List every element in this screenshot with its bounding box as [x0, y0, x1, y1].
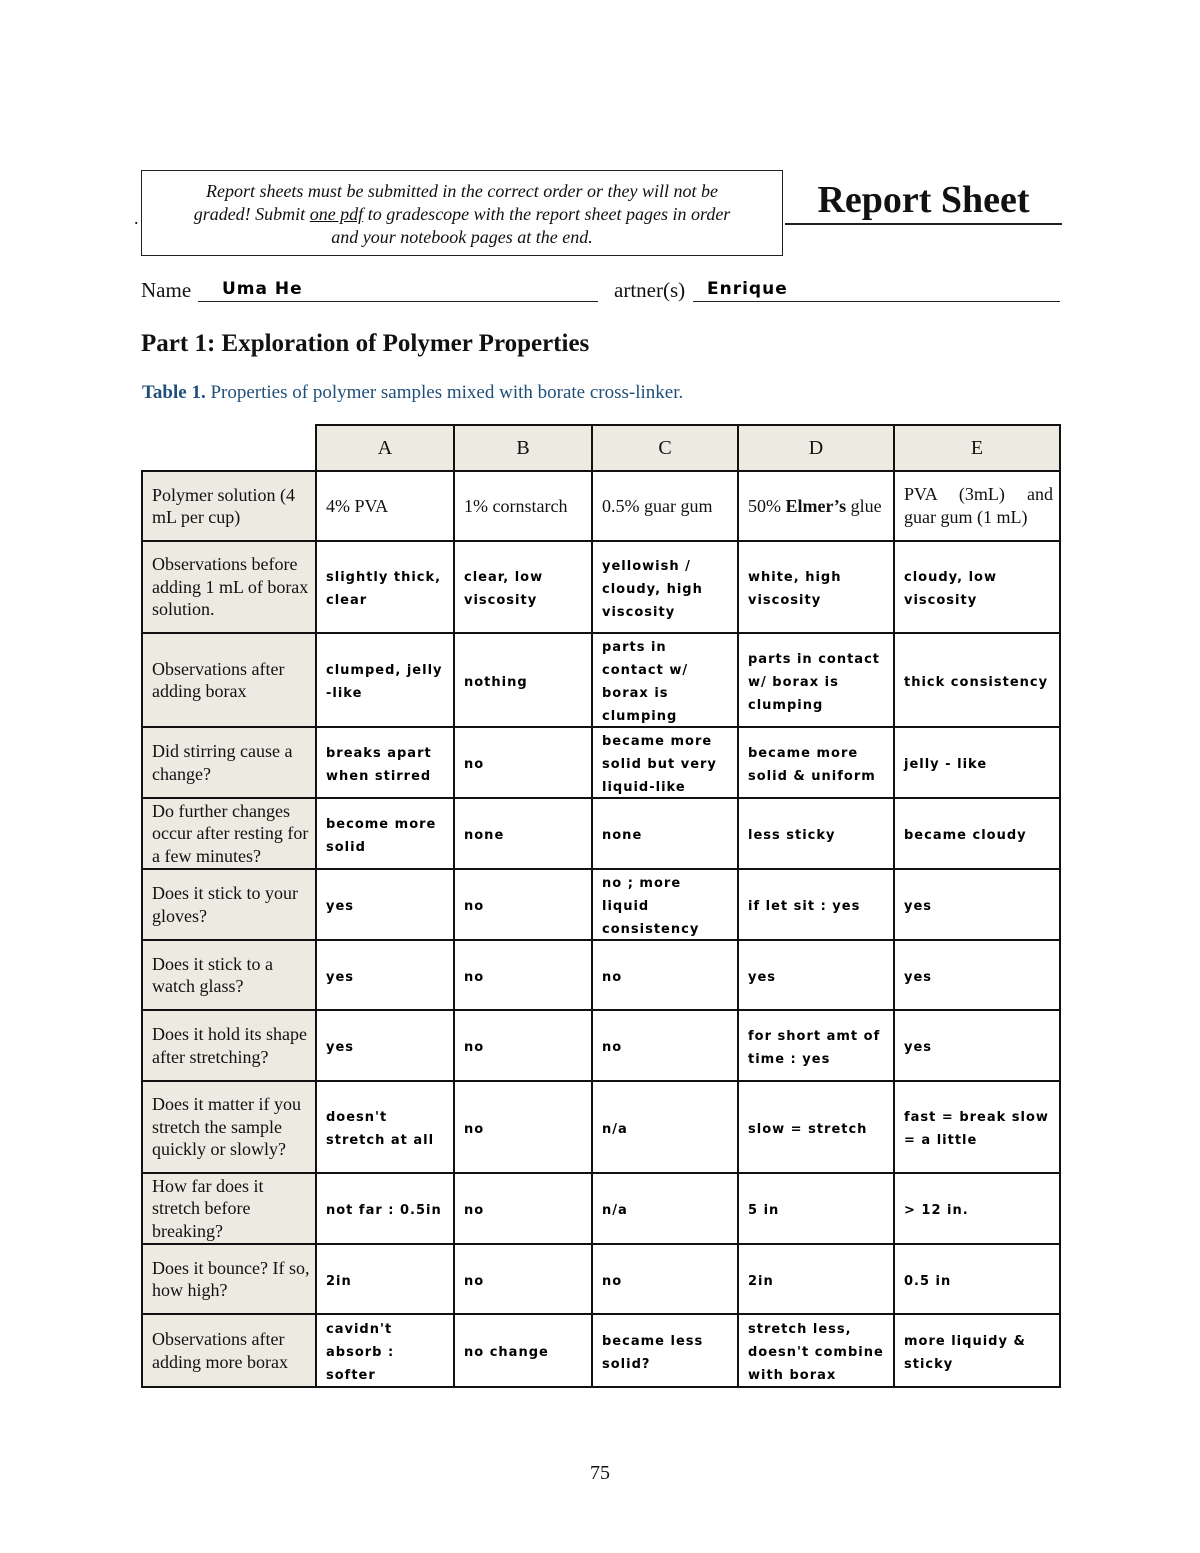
table-row: [142, 1244, 1060, 1314]
table-row: [142, 940, 1060, 1010]
table-cell: [592, 1081, 738, 1173]
table-cell: [894, 541, 1060, 633]
handwritten-entry: no: [602, 969, 623, 985]
row-header: Observations after adding borax: [142, 633, 316, 727]
handwritten-entry: no: [602, 1273, 623, 1289]
handwritten-entry: none: [602, 828, 643, 843]
table-cell: [894, 798, 1060, 869]
table-cell: [316, 633, 454, 727]
handwritten-entry: became less solid?: [602, 1333, 704, 1372]
handwritten-entry: become more solid: [326, 816, 437, 855]
handwritten-entry: no: [464, 1273, 485, 1289]
table-cell: [454, 1081, 592, 1173]
handwritten-entry: white, high viscosity: [748, 570, 842, 608]
table-cell: [316, 1173, 454, 1244]
handwritten-entry: cloudy, low viscosity: [904, 570, 997, 608]
handwritten-entry: slightly thick, clear: [326, 570, 442, 608]
observation-rows: [142, 541, 1060, 1387]
table-caption-text: Properties of polymer samples mixed with borate cross-linker.: [205, 382, 684, 403]
handwritten-entry: n/a: [602, 1203, 628, 1218]
handwritten-entry: became more solid & uniform: [748, 745, 876, 784]
handwritten-entry: nothing: [464, 674, 528, 690]
handwritten-entry: thick consistency: [904, 674, 1049, 690]
row-header: Do further changes occur after resting for a few minutes?: [142, 798, 316, 869]
row-header: Does it matter if you stretch the sample quickly or slowly?: [142, 1081, 316, 1173]
table-cell: [738, 727, 894, 798]
handwritten-entry: became cloudy: [904, 828, 1027, 843]
table-cell: [454, 1244, 592, 1314]
handwritten-entry: not far : 0.5in: [326, 1203, 442, 1218]
handwritten-entry: no: [602, 1040, 623, 1055]
table-cell: [592, 798, 738, 869]
row-header: Polymer solution (4 mL per cup): [142, 471, 316, 541]
polymer-d-brand: Elmer’s: [785, 495, 847, 516]
handwritten-entry: yes: [904, 899, 933, 914]
handwritten-entry: no: [464, 1121, 485, 1137]
table-cell: [592, 633, 738, 727]
name-value: Uma He: [222, 279, 303, 299]
handwritten-entry: slow = stretch: [748, 1121, 868, 1137]
table-row: [142, 1314, 1060, 1387]
table-cell: [592, 727, 738, 798]
table-cell: [738, 940, 894, 1010]
table-cell: [592, 1314, 738, 1387]
partners-line: [693, 301, 1060, 302]
table-caption-label: Table 1.: [142, 382, 206, 403]
handwritten-entry: yes: [326, 969, 355, 985]
table-cell: [592, 541, 738, 633]
handwritten-entry: yes: [748, 969, 777, 985]
table-cell: [894, 1081, 1060, 1173]
column-header: A: [316, 425, 454, 471]
table-cell: [894, 1173, 1060, 1244]
table-cell: [738, 1010, 894, 1081]
handwritten-entry: yes: [904, 969, 933, 985]
notice-line-3: and your notebook pages at the end.: [331, 227, 593, 247]
table-cell: 4% PVA: [316, 471, 454, 541]
name-line: [198, 301, 598, 302]
submission-notice: [141, 170, 783, 256]
table-row: [142, 798, 1060, 869]
table-cell: [738, 1244, 894, 1314]
table-cell: [738, 541, 894, 633]
table-cell: [894, 869, 1060, 940]
table-cell: [316, 940, 454, 1010]
stray-dot: .: [134, 208, 139, 228]
table-cell: [454, 869, 592, 940]
polymer-d-post: glue: [846, 495, 882, 516]
handwritten-entry: no: [464, 757, 485, 772]
table-corner: [142, 425, 316, 471]
column-header: C: [592, 425, 738, 471]
table-cell: [454, 541, 592, 633]
handwritten-entry: no ; more liquid consistency: [602, 876, 700, 937]
handwritten-entry: clear, low viscosity: [464, 570, 544, 608]
table-cell: [894, 940, 1060, 1010]
table-cell: [454, 727, 592, 798]
handwritten-entry: parts in contact w/ borax is clumping: [602, 640, 689, 724]
report-title-rule: [785, 223, 1062, 225]
table-row: [142, 727, 1060, 798]
table-row: [142, 1081, 1060, 1173]
table-cell: [316, 727, 454, 798]
table-caption: [142, 382, 683, 404]
handwritten-entry: cavidn't absorb : softer: [326, 1322, 395, 1383]
report-title: Report Sheet: [817, 179, 1030, 221]
table-cell: [592, 869, 738, 940]
handwritten-entry: yes: [326, 899, 355, 914]
table-cell: [894, 727, 1060, 798]
table-cell: PVA (3mL) and guar gum (1 mL): [894, 471, 1060, 541]
table-cell: [316, 1010, 454, 1081]
table-cell: [454, 1173, 592, 1244]
handwritten-entry: yes: [326, 1040, 355, 1055]
notice-underlined: one pdf: [309, 204, 364, 224]
handwritten-entry: doesn't stretch at all: [326, 1110, 435, 1148]
notice-line-2a: graded! Submit: [193, 204, 310, 224]
name-label: Name: [141, 278, 192, 302]
row-header: Observations before adding 1 mL of borax solution.: [142, 541, 316, 633]
handwritten-entry: jelly - like: [904, 757, 988, 772]
table-cell: [316, 541, 454, 633]
table-row: [142, 633, 1060, 727]
table-cell: 0.5% guar gum: [592, 471, 738, 541]
table-row: [142, 1173, 1060, 1244]
handwritten-entry: fast = break slow = a little: [904, 1110, 1049, 1148]
table-cell: [592, 1010, 738, 1081]
table-cell: [894, 1244, 1060, 1314]
column-header: E: [894, 425, 1060, 471]
handwritten-entry: > 12 in.: [904, 1203, 969, 1218]
handwritten-entry: no: [464, 1040, 485, 1055]
handwritten-entry: clumped, jelly -like: [326, 663, 443, 701]
table-cell: [894, 1010, 1060, 1081]
handwritten-entry: for short amt of time : yes: [748, 1028, 881, 1067]
table-cell: [316, 869, 454, 940]
table-cell: [454, 940, 592, 1010]
handwritten-entry: none: [464, 828, 505, 843]
handwritten-entry: yes: [904, 1040, 933, 1055]
column-header: D: [738, 425, 894, 471]
table-row: [142, 471, 1060, 541]
table-cell: [316, 1244, 454, 1314]
handwritten-entry: yellowish / cloudy, high viscosity: [602, 558, 703, 620]
handwritten-entry: 5 in: [748, 1203, 780, 1218]
page-number: 75: [590, 1462, 610, 1484]
table-cell: [592, 940, 738, 1010]
handwritten-entry: n/a: [602, 1121, 628, 1137]
table-cell: [316, 1081, 454, 1173]
table-cell: [592, 1173, 738, 1244]
table-cell: [894, 633, 1060, 727]
table-cell: [738, 1081, 894, 1173]
table-cell: [738, 869, 894, 940]
handwritten-entry: no change: [464, 1345, 549, 1360]
table-cell: [454, 1010, 592, 1081]
notice-line-1: Report sheets must be submitted in the correct order or they will not be: [205, 181, 719, 201]
table-cell: [738, 1173, 894, 1244]
table-header-row: [142, 425, 1060, 471]
handwritten-entry: no: [464, 899, 485, 914]
handwritten-entry: if let sit : yes: [748, 899, 861, 914]
notice-line-2b: to gradescope with the report sheet pages in order: [363, 204, 731, 224]
table-cell: [738, 798, 894, 869]
row-header: Does it bounce? If so, how high?: [142, 1244, 316, 1314]
table-cell: [316, 1314, 454, 1387]
handwritten-entry: breaks apart when stirred: [326, 745, 432, 784]
table-cell: [454, 1314, 592, 1387]
row-header: Observations after adding more borax: [142, 1314, 316, 1387]
table-cell: [454, 798, 592, 869]
handwritten-entry: less sticky: [748, 828, 836, 843]
partners-label: artner(s): [614, 278, 686, 302]
handwritten-entry: became more solid but very liquid-like: [602, 734, 717, 795]
table-row: [142, 1010, 1060, 1081]
partners-value: Enrique: [707, 279, 788, 299]
handwritten-entry: no: [464, 969, 485, 985]
row-header: How far does it stretch before breaking?: [142, 1173, 316, 1244]
table-cell: [738, 1314, 894, 1387]
row-header: Does it hold its shape after stretching?: [142, 1010, 316, 1081]
table-row: [142, 869, 1060, 940]
table-cell: [738, 471, 894, 541]
handwritten-entry: more liquidy & sticky: [904, 1333, 1026, 1372]
table-cell: [894, 1314, 1060, 1387]
table-cell: 1% cornstarch: [454, 471, 592, 541]
notice-line-2: [142, 203, 782, 226]
handwritten-entry: parts in contact w/ borax is clumping: [748, 651, 881, 713]
table-row: [142, 541, 1060, 633]
table-cell: [738, 633, 894, 727]
properties-table: [141, 424, 1061, 1388]
handwritten-entry: stretch less, doesn't combine with borax: [748, 1322, 884, 1383]
handwritten-entry: 2in: [748, 1273, 774, 1289]
column-header: B: [454, 425, 592, 471]
handwritten-entry: 0.5 in: [904, 1273, 952, 1289]
table-cell: [316, 798, 454, 869]
row-header: Does it stick to a watch glass?: [142, 940, 316, 1010]
row-header: Did stirring cause a change?: [142, 727, 316, 798]
row-header: Does it stick to your gloves?: [142, 869, 316, 940]
part-title: Part 1: Exploration of Polymer Properties: [141, 330, 590, 357]
polymer-d-pre: 50%: [748, 495, 786, 516]
handwritten-entry: 2in: [326, 1273, 352, 1289]
table-cell: [592, 1244, 738, 1314]
handwritten-entry: no: [464, 1203, 485, 1218]
table-cell: [454, 633, 592, 727]
